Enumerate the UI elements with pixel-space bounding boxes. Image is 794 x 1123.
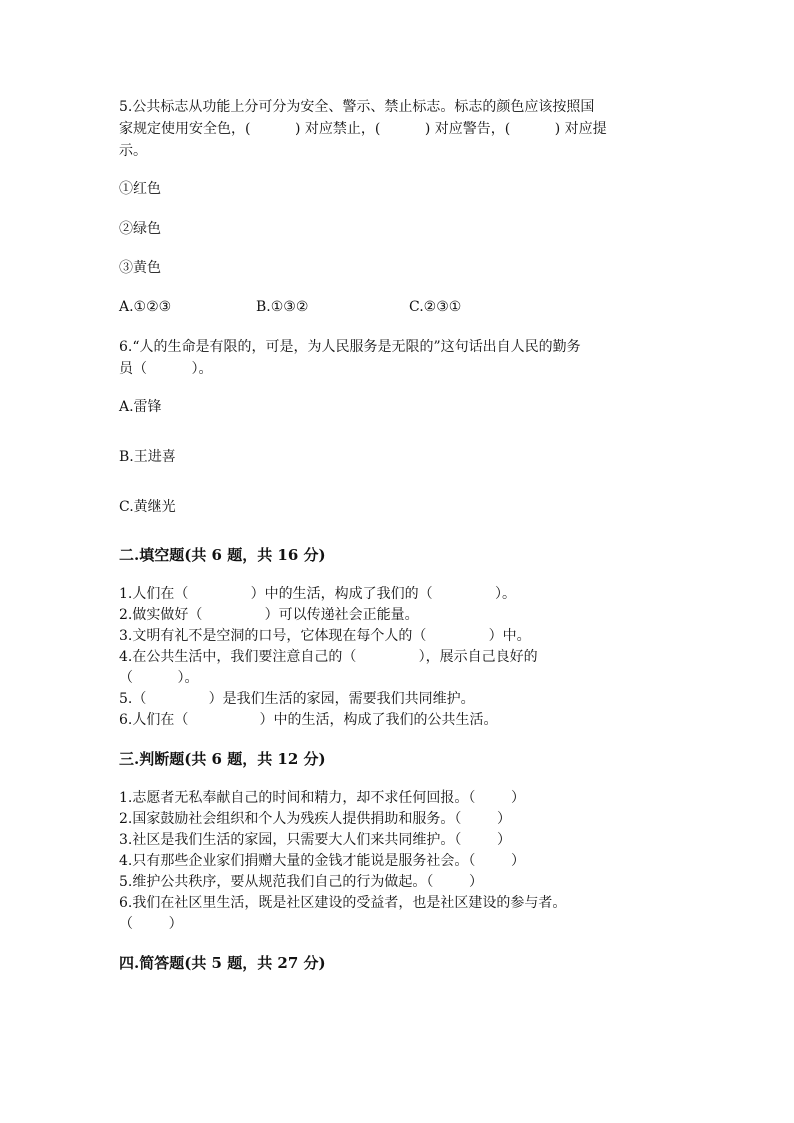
q5-stem-line-3: 示。 xyxy=(119,143,147,159)
q5-item-green: ②绿色 xyxy=(119,221,161,237)
fill-blank-line: 4.在公共生活中，我们要注意自己的（ ），展示自己良好的 xyxy=(119,649,538,665)
section-title-fill-blank: 二.填空题(共 6 题，共 16 分) xyxy=(119,546,326,564)
true-false-line: （ ） xyxy=(119,916,183,932)
fill-blank-line: 3.文明有礼不是空洞的口号，它体现在每个人的（ ）中。 xyxy=(119,628,531,644)
q5-option-c: C.②③① xyxy=(409,299,462,315)
fill-blank-line: 2.做实做好（ ）可以传递社会正能量。 xyxy=(119,607,419,623)
true-false-line: 1.志愿者无私奉献自己的时间和精力，却不求任何回报。（ ） xyxy=(119,790,525,806)
q5-stem-line-1: 5.公共标志从功能上分可分为安全、警示、禁止标志。标志的颜色应该按照国 xyxy=(119,99,595,115)
q5-stem-line-2: 家规定使用安全色，( ) 对应禁止，( ) 对应警告，( ) 对应提 xyxy=(119,121,607,137)
section-title-short-answer: 四.简答题(共 5 题，共 27 分) xyxy=(119,954,326,972)
q6-option-c: C.黄继光 xyxy=(119,499,176,515)
true-false-line: 2.国家鼓励社会组织和个人为残疾人提供捐助和服务。（ ） xyxy=(119,811,511,827)
true-false-line: 6.我们在社区里生活，既是社区建设的受益者，也是社区建设的参与者。 xyxy=(119,895,567,911)
q5-item-yellow: ③黄色 xyxy=(119,260,161,276)
q6-stem-line-2: 员（ ）。 xyxy=(119,361,213,377)
q6-stem-line-1: 6.“人的生命是有限的，可是，为人民服务是无限的”这句话出自人民的勤务 xyxy=(119,339,581,355)
fill-blank-line: 6.人们在（ ）中的生活，构成了我们的公共生活。 xyxy=(119,712,498,728)
q5-item-red: ①红色 xyxy=(119,181,161,197)
q6-option-a: A.雷锋 xyxy=(119,399,162,415)
q5-option-a: A.①②③ xyxy=(119,299,172,315)
true-false-line: 5.维护公共秩序，要从规范我们自己的行为做起。（ ） xyxy=(119,874,483,890)
fill-blank-line: 1.人们在（ ）中的生活，构成了我们的（ ）。 xyxy=(119,586,516,602)
q6-option-b: B.王进喜 xyxy=(119,449,176,465)
section-title-true-false: 三.判断题(共 6 题，共 12 分) xyxy=(119,750,326,768)
fill-blank-line: （ ）。 xyxy=(119,670,199,686)
fill-blank-line: 5.（ ）是我们生活的家园，需要我们共同维护。 xyxy=(119,691,475,707)
true-false-line: 4.只有那些企业家们捐赠大量的金钱才能说是服务社会。（ ） xyxy=(119,853,525,869)
q5-option-b: B.①③② xyxy=(256,299,309,315)
true-false-line: 3.社区是我们生活的家园，只需要大人们来共同维护。（ ） xyxy=(119,832,511,848)
